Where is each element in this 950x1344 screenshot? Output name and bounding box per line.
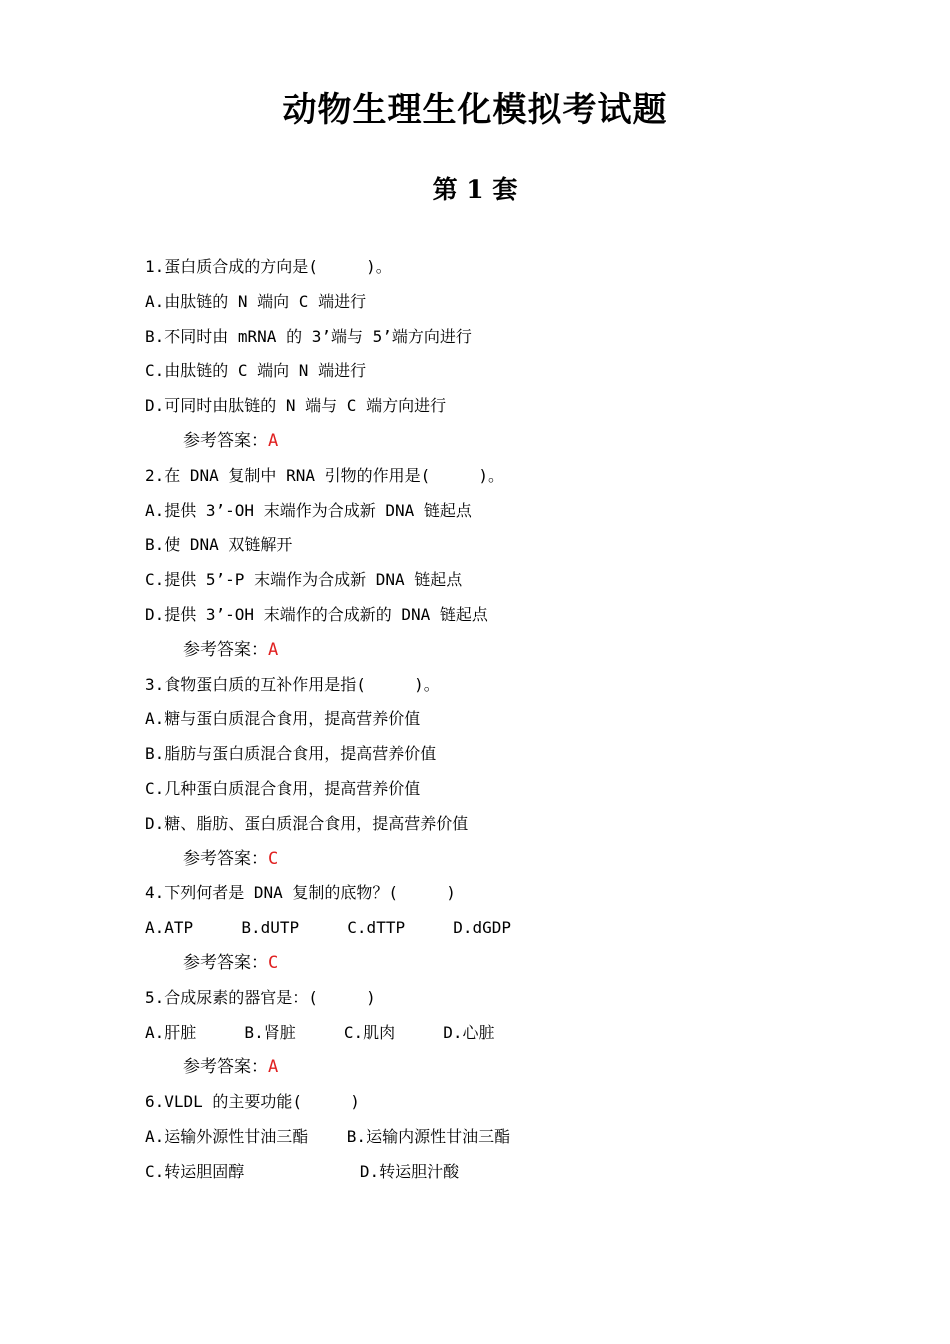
- answer-label: 参考答案：: [183, 430, 268, 451]
- answer-label: 参考答案：: [183, 639, 268, 660]
- question-option: C.几种蛋白质混合食用，提高营养价值: [145, 778, 421, 798]
- question-stem: 6.VLDL 的主要功能( ): [145, 1092, 360, 1112]
- answer-label: 参考答案：: [183, 1057, 268, 1078]
- document-title: 动物生理生化模拟考试题: [282, 90, 668, 130]
- question-option: A.肝脏 B.肾脏 C.肌肉 D.心脏: [145, 1022, 495, 1042]
- question-option: A.提供 3’-OH 末端作为合成新 DNA 链起点: [145, 500, 472, 520]
- question-option: C.转运胆固醇 D.转运胆汁酸: [145, 1161, 460, 1181]
- question-option: B.不同时由 mRNA 的 3’端与 5’端方向进行: [145, 326, 472, 346]
- question-option: D.可同时由肽链的 N 端与 C 端方向进行: [145, 396, 447, 416]
- question-option: A.ATP B.dUTP C.dTTP D.dGDP: [145, 918, 512, 938]
- question-stem: 5.合成尿素的器官是：( ): [145, 987, 376, 1007]
- question-stem: 4.下列何者是 DNA 复制的底物？( ): [145, 883, 456, 903]
- answer-line: [145, 426, 845, 461]
- question-option: A.糖与蛋白质混合食用，提高营养价值: [145, 709, 421, 729]
- answer-label: 参考答案：: [183, 848, 268, 869]
- question-option: B.脂肪与蛋白质混合食用，提高营养价值: [145, 744, 437, 764]
- answer-line: [145, 1052, 845, 1087]
- question-stem: 1.蛋白质合成的方向是( )。: [145, 257, 392, 276]
- document-subtitle: 第 1 套: [432, 175, 518, 204]
- question-stem: 2.在 DNA 复制中 RNA 引物的作用是( )。: [145, 465, 505, 485]
- answer-value: A: [268, 430, 279, 451]
- answer-value: A: [268, 639, 279, 660]
- question-option: C.由肽链的 C 端向 N 端进行: [145, 361, 367, 381]
- answer-value: C: [268, 952, 279, 973]
- question-option: C.提供 5’-P 末端作为合成新 DNA 链起点: [145, 570, 463, 590]
- question-list: [145, 252, 845, 1192]
- answer-line: [145, 948, 845, 983]
- question-option: D.提供 3’-OH 末端作的合成新的 DNA 链起点: [145, 604, 488, 624]
- question-stem: 3.食物蛋白质的互补作用是指( )。: [145, 674, 440, 694]
- answer-line: [145, 635, 845, 670]
- answer-label: 参考答案：: [183, 952, 268, 973]
- answer-value: C: [268, 848, 279, 869]
- question-option: B.使 DNA 双链解开: [145, 535, 293, 555]
- question-option: A.由肽链的 N 端向 C 端进行: [145, 291, 367, 311]
- question-option: D.糖、脂肪、蛋白质混合食用，提高营养价值: [145, 813, 469, 833]
- answer-value: A: [268, 1057, 279, 1078]
- answer-line: [145, 844, 845, 879]
- question-option: A.运输外源性甘油三酯 B.运输内源性甘油三酯: [145, 1126, 511, 1146]
